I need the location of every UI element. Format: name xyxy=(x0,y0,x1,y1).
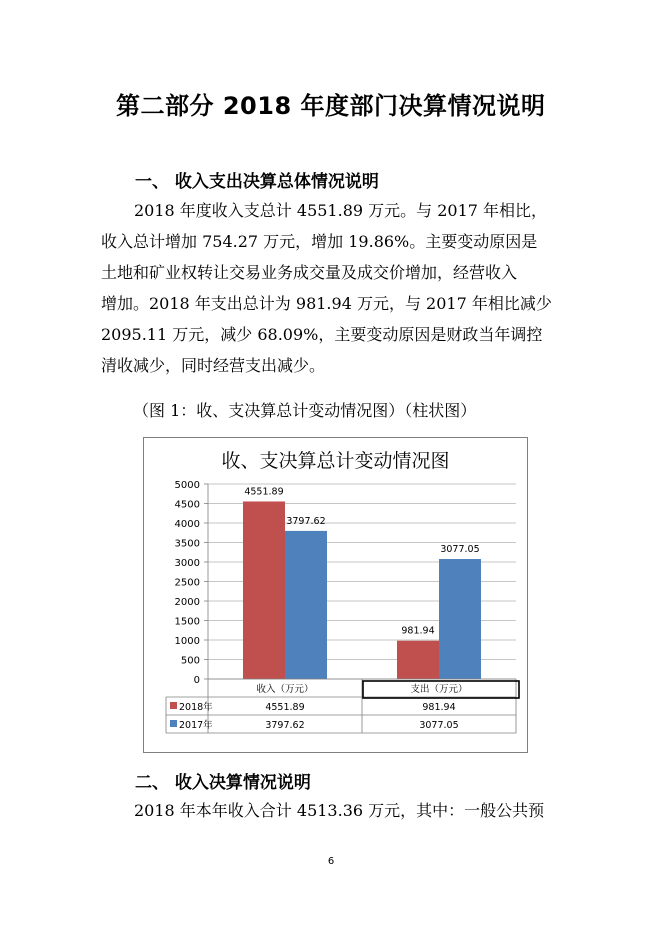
paragraph-line: 收入总计增加 754.27 万元，增加 19.86%。主要变动原因是 xyxy=(101,232,538,251)
y-tick-label: 2000 xyxy=(174,597,200,608)
chart-title: 收、支决算总计变动情况图 xyxy=(221,450,450,472)
table-value: 3077.05 xyxy=(419,720,459,731)
y-tick-label: 2500 xyxy=(174,577,200,589)
legend-key xyxy=(170,702,177,709)
section-1-heading: 一、 收入支出决算总体情况说明 xyxy=(135,172,379,192)
y-tick-label: 4000 xyxy=(174,519,200,530)
page-title: 第二部分 2018 年度部门决算情况说明 xyxy=(116,92,546,120)
bar-chart xyxy=(143,437,528,753)
table-value: 981.94 xyxy=(422,702,456,713)
y-tick-label: 500 xyxy=(180,655,200,667)
bar-2017年-1 xyxy=(439,559,481,679)
figure-caption: （图 1：收、支决算总计变动情况图）（柱状图） xyxy=(133,401,477,420)
paragraph-line: 土地和矿业权转让交易业务成交量及成交价增加，经营收入 xyxy=(101,263,518,282)
y-tick-label: 3500 xyxy=(174,538,200,550)
y-tick-label: 1500 xyxy=(174,616,200,628)
paragraph-line: 2018 年本年收入合计 4513.36 万元，其中：一般公共预 xyxy=(134,801,545,820)
paragraph-line: 2018 年度收入支总计 4551.89 万元。与 2017 年相比， xyxy=(134,201,548,220)
y-tick-label: 4500 xyxy=(174,499,200,511)
paragraph-line: 增加。2018 年支出总计为 981.94 万元，与 2017 年相比减少 xyxy=(101,294,552,313)
chart-svg xyxy=(144,438,527,752)
bar-2018年-1 xyxy=(397,641,439,679)
legend-key xyxy=(170,720,177,727)
table-value: 3797.62 xyxy=(265,720,305,731)
section-1-paragraph xyxy=(101,195,563,381)
y-tick-label: 3000 xyxy=(174,558,200,569)
y-tick-label: 1000 xyxy=(174,636,200,647)
legend-label: 2017年 xyxy=(179,720,213,731)
category-label: 收入（万元） xyxy=(256,684,314,695)
table-value: 4551.89 xyxy=(265,702,305,713)
paragraph-line: 2095.11 万元，减少 68.09%，主要变动原因是财政当年调控 xyxy=(101,325,543,344)
category-label: 支出（万元） xyxy=(410,684,468,695)
bar-2018年-0 xyxy=(243,501,285,679)
data-label: 981.94 xyxy=(401,625,435,637)
paragraph-line: 清收减少，同时经营支出减少。 xyxy=(101,356,326,375)
y-tick-label: 5000 xyxy=(174,480,200,491)
bar-2017年-0 xyxy=(285,531,327,679)
page-number: 6 xyxy=(327,856,335,867)
data-label: 3797.62 xyxy=(286,515,326,527)
section-2-heading: 二、 收入决算情况说明 xyxy=(135,773,311,793)
data-label: 4551.89 xyxy=(244,486,284,498)
y-tick-label: 0 xyxy=(193,675,200,686)
section-2-paragraph xyxy=(101,795,563,826)
legend-label: 2018年 xyxy=(179,702,213,713)
data-label: 3077.05 xyxy=(440,543,480,555)
